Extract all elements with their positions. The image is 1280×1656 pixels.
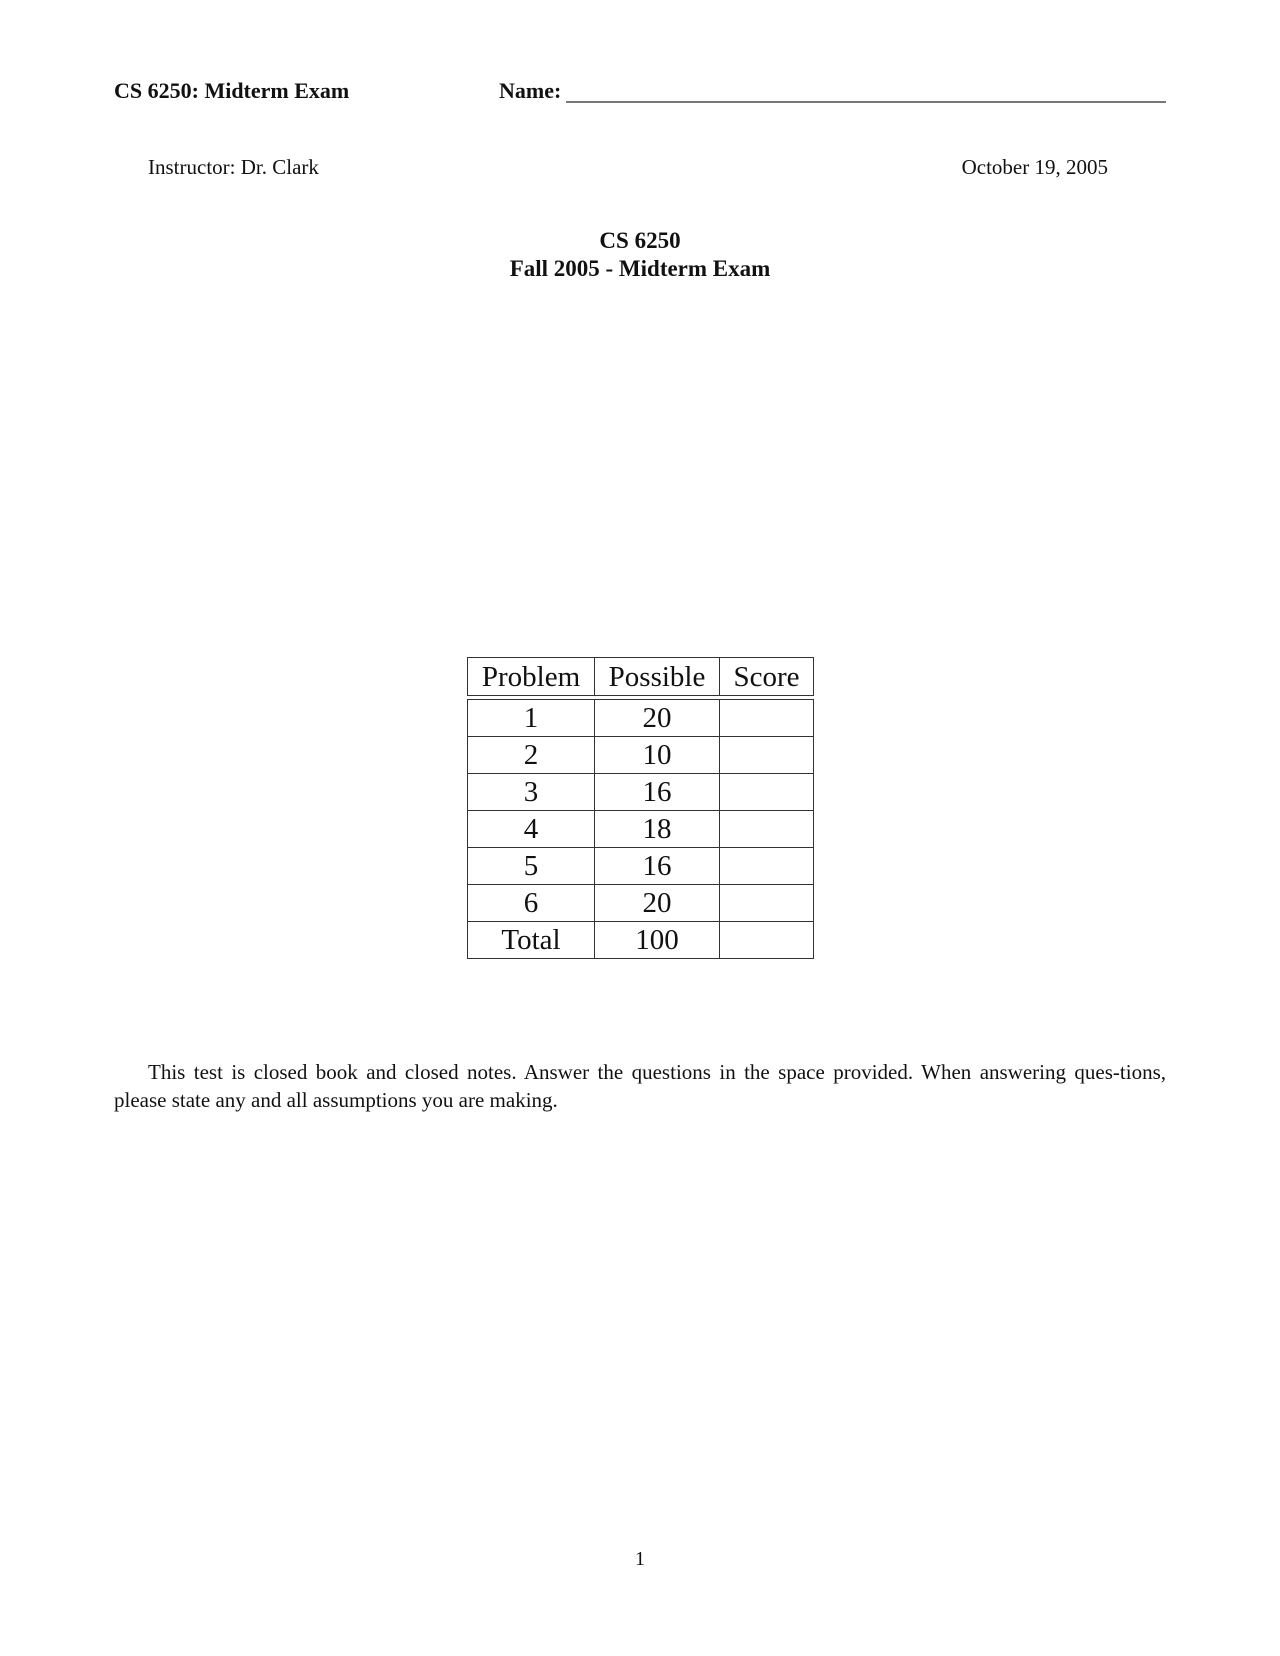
cell-possible: 16 [595,774,720,811]
cell-problem: 5 [468,848,595,885]
title-line-2: Fall 2005 - Midterm Exam [509,256,771,281]
cell-possible: 10 [595,737,720,774]
table-row [468,700,814,737]
table-row [468,774,814,811]
cell-score[interactable] [720,885,814,922]
table-row [468,737,814,774]
cell-possible: 20 [595,700,720,737]
cell-score[interactable] [720,700,814,737]
header-possible: Possible [595,658,720,696]
cell-score[interactable] [720,737,814,774]
score-table [467,657,814,959]
cell-possible: 100 [595,922,720,959]
cell-possible: 20 [595,885,720,922]
cell-score[interactable] [720,811,814,848]
cell-problem: 2 [468,737,595,774]
header-problem: Problem [468,658,595,696]
cell-score[interactable] [720,848,814,885]
cell-problem: 3 [468,774,595,811]
title-line-1: CS 6250 [599,228,681,253]
course-header: CS 6250: Midterm Exam [114,78,350,103]
page-number: 1 [635,1548,645,1570]
name-label: Name: [499,78,562,103]
cell-score[interactable] [720,774,814,811]
cell-problem: 6 [468,885,595,922]
table-row [468,811,814,848]
cell-possible: 18 [595,811,720,848]
cell-possible: 16 [595,848,720,885]
instructor: Instructor: Dr. Clark [148,155,319,179]
cell-score[interactable] [720,922,814,959]
cell-problem: 4 [468,811,595,848]
instructions: This test is closed book and closed notes. Answer the questions in the space provided. When answering ques-tions, please state any and all assumptions you are making. [114,1060,1166,1112]
table-row [468,922,814,959]
name-line[interactable] [566,101,1166,103]
cell-problem: Total [468,922,595,959]
table-row [468,848,814,885]
header-score: Score [720,658,814,696]
cell-problem: 1 [468,700,595,737]
exam-date: October 19, 2005 [961,155,1108,179]
table-header-row [468,658,814,696]
table-row [468,885,814,922]
